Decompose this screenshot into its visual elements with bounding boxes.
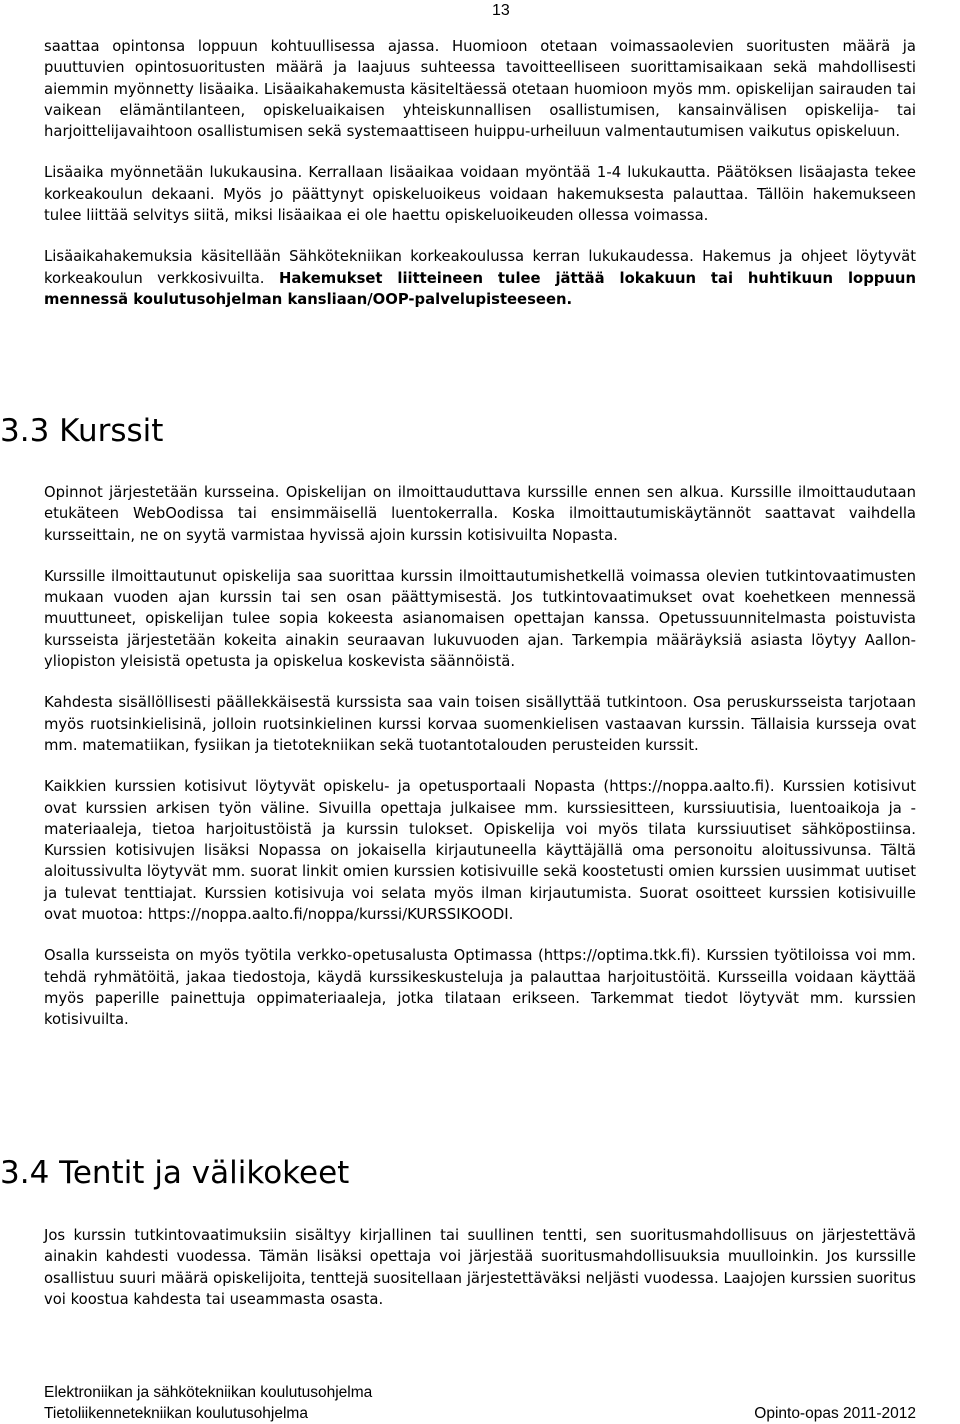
footer-program: Tietoliikennetekniikan koulutusohjelma <box>44 1405 308 1422</box>
paragraph: Kurssille ilmoittautunut opiskelija saa suorittaa kurssin ilmoittautumishetkellä voimassa olevien tutkintovaatimusten mukaan vuoden ajan kurssin tai sen osan päättymisestä. Jos tutkintovaatimukset ovat koehetkeen mennessä muuttuneet, opiskelijan tulee sopia kokeesta asianomaisen opettajan kanssa. Opetussuunnitelmasta poistuvista kursseista järjestetään kokeita ainakin seuraavan lukuvuoden ajan. Tarkempia määräyksiä asiasta löytyy Aallon-yliopiston yleisistä opetusta ja opiskelua koskevista säännöistä. <box>44 567 916 671</box>
footer-row <box>44 1403 916 1424</box>
paragraph: Lisäaika myönnetään lukukausina. Kerrallaan lisäaikaa voidaan myöntää 1-4 lukukautta. Päätöksen lisäajasta tekee korkeakoulun dekaani. Myös jo päättynyt opiskeluoikeus voidaan hakemuksesta palauttaa. Tällöin hakemukseen tulee liittää selvitys siitä, miksi lisäaikaa ei ole haettu opiskeluoikeuden ollessa voimassa. <box>44 164 916 225</box>
footer-guide-year: Opinto-opas 2011-2012 <box>754 1405 916 1422</box>
section-intro <box>44 36 916 310</box>
bold-text: Hakemukset liitteineen tulee jättää lokakuun tai huhtikuun loppuun mennessä koulutusohjelman kansliaan/OOP-palvelupisteeseen. <box>44 269 916 308</box>
paragraph: saattaa opintonsa loppuun kohtuullisessa ajassa. Huomioon otetaan voimassaolevien suoritusten määrä ja puuttuvien opintosuoritusten määrä ja laajuus suhteessa tavoitteelliseen suorittamisaikaan sekä mahdollisesti aiemmin myönnetty lisäaika. Lisäaikahakemusta käsiteltäessä otetaan huomioon myös mm. opiskelijan sairauden tai vaikean elämäntilanteen, opiskeluaikaisen yhteiskunnallisen osallistumisen, kansainvälisen opiskelija- tai harjoittelijavaihtoon osallistumisen sekä systemaattiseen huippu-urheiluun valmentautumisen vaikutus opiskeluun. <box>44 38 916 141</box>
section-tentit <box>44 1225 916 1310</box>
page-footer <box>44 1382 916 1424</box>
paragraph: Kahdesta sisällöllisesti päällekkäisestä kurssista saa vain toisen sisällyttää tutkintoon. Osa peruskursseista tarjotaan myös ruotsinkielisinä, jolloin ruotsinkielinen kurssi korvaa suomenkielisen vastaavan kurssin. Tällaisia kursseja ovat mm. matematiikan, fysiikan ja tietotekniikan sekä tuotantotalouden perusteiden kurssit. <box>44 694 916 754</box>
paragraph: Osalla kursseista on myös työtila verkko-opetusalusta Optimassa (https://optima.tkk.fi). Kurssien työtiloissa voi mm. tehdä ryhmätöitä, jakaa tiedostoja, käydä kurssikeskusteluja ja palauttaa harjoitustöitä. Kursseilla voidaan käyttää myös paperille painettuja oppimateriaaleja, jotka tilataan erikseen. Tarkemmat tiedot löytyvät mm. kurssien kotisivuilta. <box>44 947 916 1029</box>
footer-line: Elektroniikan ja sähkötekniikan koulutusohjelma <box>44 1384 373 1401</box>
paragraph <box>44 246 916 310</box>
paragraph: Jos kurssin tutkintovaatimuksiin sisältyy kirjallinen tai suullinen tentti, sen suoritusmahdollisuus on järjestettävä ainakin kahdesti vuodessa. Tämän lisäksi opettaja voi järjestää suoritusmahdollisuuksia muulloinkin. Jos kurssille osallistuu suuri määrä opiskelijoita, tenttejä suositellaan järjestettäväksi neljästi vuodessa. Laajojen kurssien suoritus voi koostua kahdesta tai useammasta osasta. <box>44 1227 916 1308</box>
section-kurssit <box>44 482 916 1031</box>
paragraph-text: Lisäaikahakemuksia käsitellään Sähkötekniikan korkeakoulussa kerran lukukaudessa. Hakemus ja ohjeet löytyvät korkeakoulun verkkosivuilta. <box>44 248 916 287</box>
paragraph: Kaikkien kurssien kotisivut löytyvät opiskelu- ja opetusportaali Nopasta (https://noppa.aalto.fi). Kurssien kotisivut ovat kurssien arkisen työn väline. Sivuilla opettaja julkaisee mm. kurssiesitteen, kurssiuutisia, luentoaikoja ja -materiaaleja, tietoa harjoitustöistä ja kurssin tulokset. Opiskelija voi myös tilata kurssiuutiset sähköpostiinsa. Kurssien kotisivujen lisäksi Nopassa on jokaisella kirjautuneella käyttäjällä oma personoitu aloitussivunsa. Tältä aloitussivulta löytyvät mm. suorat linkit omien kurssien kotisivuille sekä koostetusti omien kurssien uusimmat uutiset ja tulevat tenttiajat. Kurssien kotisivuja voi selata myös ilman kirjautumista. Suorat osoitteet kurssien kotisivuille ovat muotoa: https://noppa.aalto.fi/noppa/kurssi/KURSSIKOODI. <box>44 778 916 924</box>
page-number: 13 <box>492 2 510 19</box>
section-heading-tentit: 3.4 Tentit ja välikokeet <box>0 1155 350 1191</box>
paragraph: Opinnot järjestetään kursseina. Opiskelijan on ilmoittauduttava kurssille ennen sen alkua. Kurssille ilmoittaudutaan etukäteen WebOodissa tai ensimmäisellä luentokerralla. Koska ilmoittautumiskäytännöt saattavat vaihdella kursseittain, ne on syytä varmistaa hyvissä ajoin kurssin kotisivuilta Nopasta. <box>44 484 916 544</box>
section-heading-kurssit: 3.3 Kurssit <box>0 413 164 449</box>
